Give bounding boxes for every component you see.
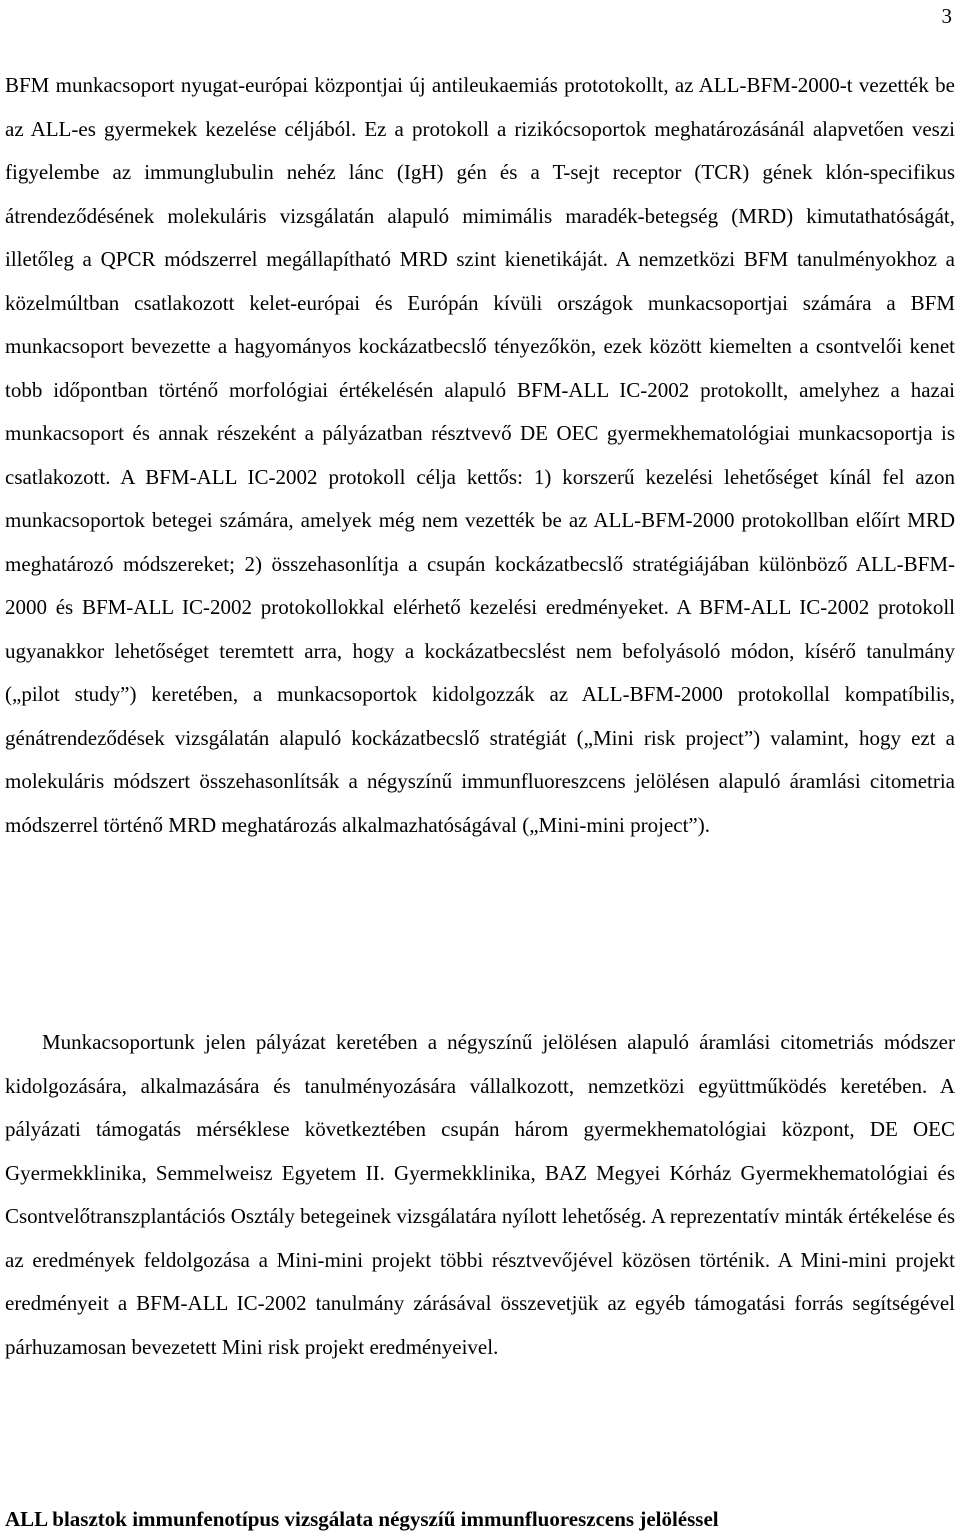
page-number: 3 xyxy=(941,4,952,28)
section-heading: ALL blasztok immunfenotípus vizsgálata négyszíű immunfluoreszcens jelöléssel xyxy=(5,1507,719,1531)
body-paragraph-2: Munkacsoportunk jelen pályázat keretében a négyszínű jelölésen alapuló áramlási citometriás módszer kidolgozására, alkalmazására és tanulményozására vállalkozott, nemzetközi együttműködés keretében. A pályázati támogatás mérséklese következtében csupán három gyermekhematológiai központ, DE OEC Gyermekklinika, Semmelweisz Egyetem II. Gyermekklinika, BAZ Megyei Kórház Gyermekhematológiai és Csontvelőtranszplantációs Osztály betegeinek vizsgálatára nyílott lehetőség. A reprezentatív minták értékelése és az eredmények feldolgozása a Mini-mini projekt többi résztvevőjével közösen történik. A Mini-mini projekt eredményeit a BFM-ALL IC-2002 tanulmány zárásával összevetjük az egyéb támogatási forrás segítségével párhuzamosan bevezetett Mini risk projekt eredményeivel. xyxy=(5,1030,955,1359)
body-paragraph-1: BFM munkacsoport nyugat-európai központjai új antileukaemiás prototokollt, az ALL-BFM-2000-t vezették be az ALL-es gyermekek kezelése céljából. Ez a protokoll a rizikócsoportok meghatározásánál alapvetően veszi figyelembe az immunglubulin nehéz lánc (IgH) gén és a T-sejt receptor (TCR) gének klón-specifikus átrendeződésének molekuláris vizsgálatán alapuló mimimális maradék-betegség (MRD) kimutathatóságát, illetőleg a QPCR módszerrel megállapítható MRD szint kienetikáját. A nemzetközi BFM tanulményokhoz a közelmúltban csatlakozott kelet-európai és Európán kívüli országok munkacsoportjai számára a BFM munkacsoport bevezette a hagyományos kockázatbecslő tényezőkön, ezek között kiemelten a csontvelői kenet tobb időpontban történő morfológiai értékelésén alapuló BFM-ALL IC-2002 protokollt, amelyhez a hazai munkacsoport és annak részeként a pályázatban résztvevő DE OEC gyermekhematológiai munkacsoportja is csatlakozott. A BFM-ALL IC-2002 protokoll célja kettős: 1) korszerű kezelési lehetőséget kínál fel azon munkacsoportok betegei számára, amelyek még nem vezették be az ALL-BFM-2000 protokollban előírt MRD meghatározó módszereket; 2) összehasonlítja a csupán kockázatbecslő stratégiájában különböző ALL-BFM-2000 és BFM-ALL IC-2002 protokollokkal elérhető kezelési eredményeket. A BFM-ALL IC-2002 protokoll ugyanakkor lehetőséget teremtett arra, hogy a kockázatbecslést nem befolyásoló módon, kísérő tanulmány („pilot study”) keretében, a munkacsoportok kidolgozzák az ALL-BFM-2000 protokollal kompatíbilis, génátrendeződések vizsgálatán alapuló kockázatbecslő stratégiát („Mini risk project”) valamint, hogy ezt a molekuláris módszert összehasonlítsák a négyszínű immunfluoreszcens jelölésen alapuló áramlási citometria módszerrel történő MRD meghatározás alkalmazhatóságával („Mini-mini project”). xyxy=(5,73,955,837)
